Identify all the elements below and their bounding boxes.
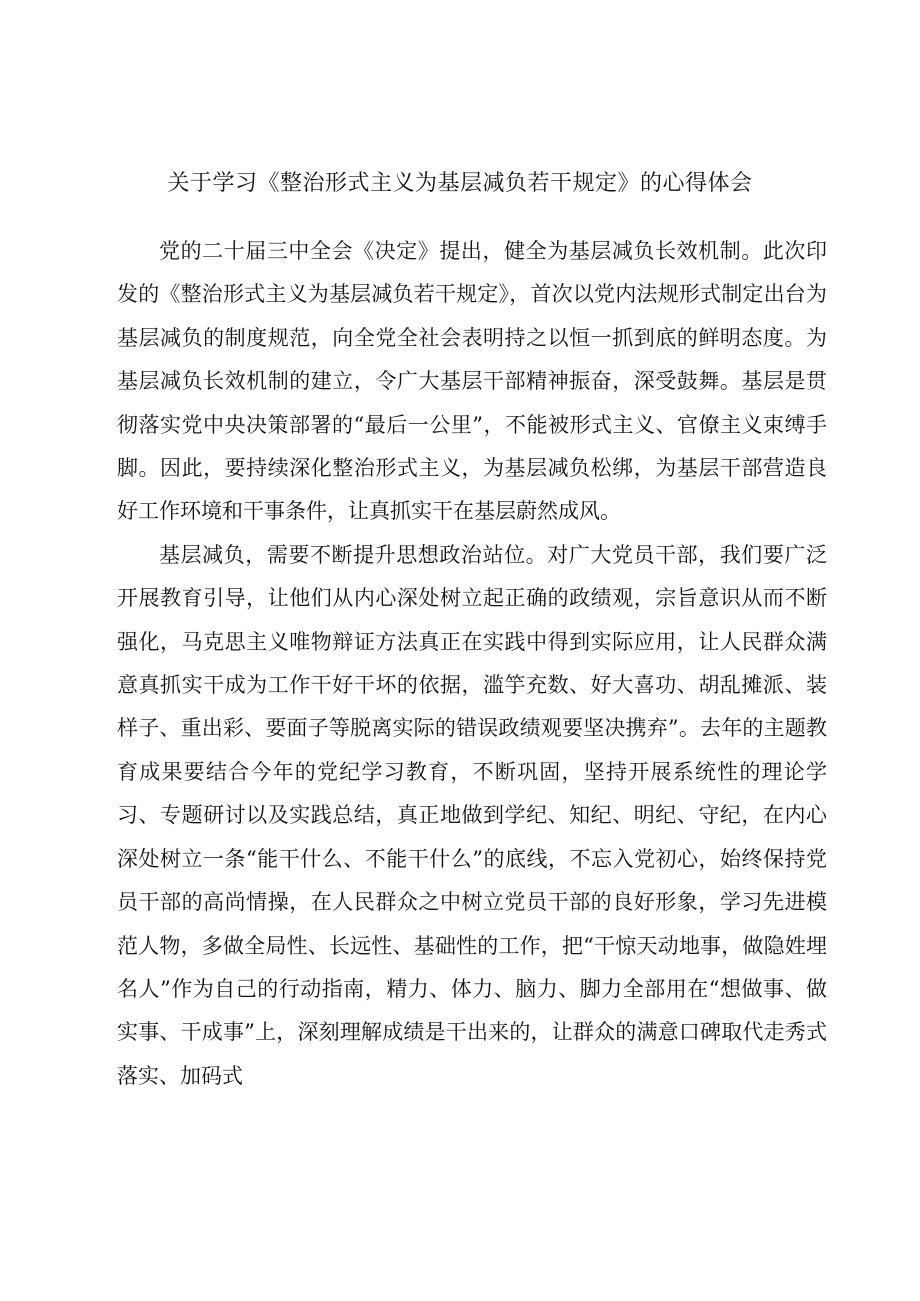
paragraph-2: 基层减负，需要不断提升思想政治站位。对广大党员干部，我们要广泛开展教育引导，让他们从内心深处树立起正确的政绩观，宗旨意识从而不断强化，马克思主义唯物辩证方法真正在实践中得到实际应用，让人民群众满意真抓实干成为工作干好干坏的依据，滥竽充数、好大喜功、胡乱摊派、装样子、重出彩、要面子等脱离实际的错误政绩观要坚决携弃”。去年的主题教育成果要结合今年的党纪学习教育，不断巩固，坚持开展系统性的理论学习、专题研讨以及实践总结，真正地做到学纪、知纪、明纪、守纪，在内心深处树立一条“能干什么、不能干什么”的底线，不忘入党初心，始终保持党员干部的高尚情操，在人民群众之中树立党员干部的良好形象，学习先进模范人物，多做全局性、长远性、基础性的工作，把“干惊天动地事，做隐姓埋名人”作为自己的行动指南，精力、体力、脑力、脚力全部用在“想做事、做实事、干成事”上，深刻理解成绩是干出来的，让群众的满意口碑取代走秀式落实、加码式 <box>117 542 827 1088</box>
document-title: 关于学习《整治形式主义为基层减负若干规定》的心得体会 <box>167 171 753 196</box>
document-body <box>117 230 827 1098</box>
paragraph-1: 党的二十届三中全会《决定》提出，健全为基层减负长效机制。此次印发的《整治形式主义为基层减负若干规定》，首次以党内法规形式制定出台为基层减负的制度规范，向全党全社会表明持之以恒一抓到底的鲜明态度。为基层减负长效机制的建立，令广大基层干部精神振奋，深受鼓舞。基层是贯彻落实党中央决策部署的“最后一公里”，不能被形式主义、官僚主义束缚手脚。因此，要持续深化整治形式主义，为基层减负松绑，为基层干部营造良好工作环境和干事条件，让真抓实干在基层蔚然成风。 <box>117 239 827 524</box>
